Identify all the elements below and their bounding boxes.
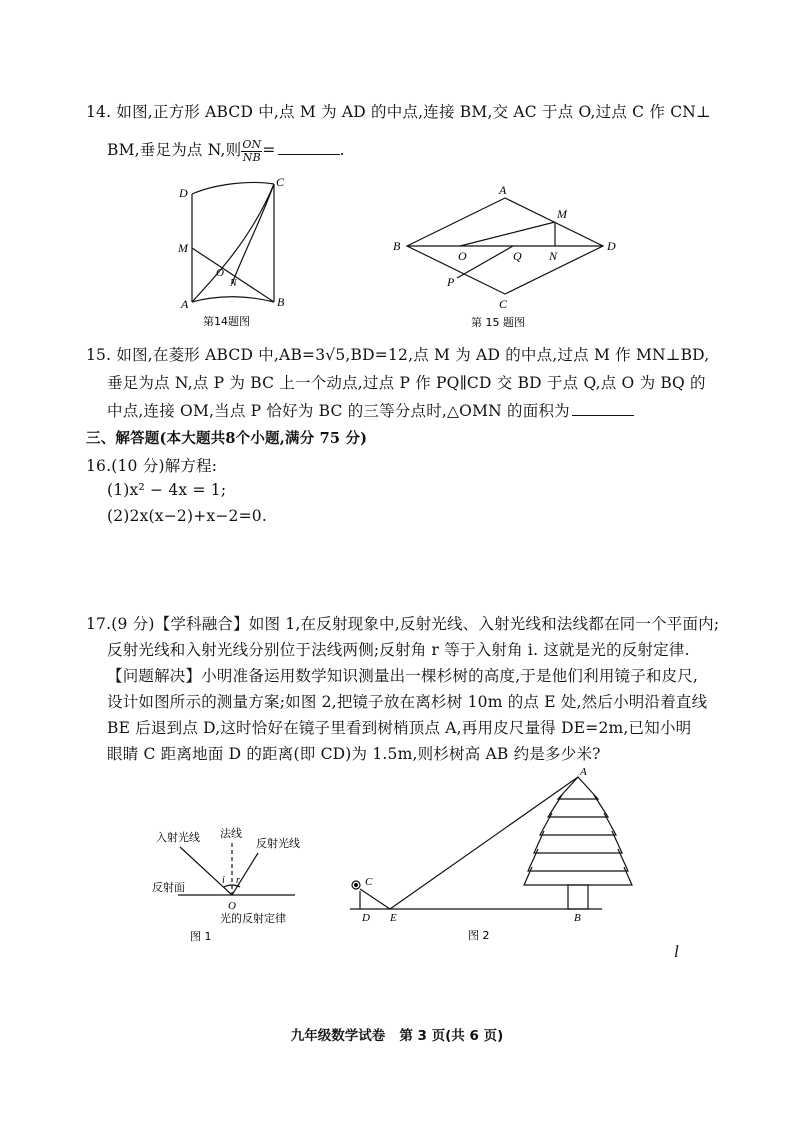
q17-line4: 设计如图所示的测量方案;如图 2,把镜子放在离杉树 10m 的点 E 处,然后小明沿着直线	[107, 693, 708, 711]
fig1-point-o: O	[228, 900, 236, 912]
fig14-line-bm	[192, 248, 274, 302]
figure-1-reflection-law	[150, 825, 310, 950]
fig14-label-d: D	[179, 186, 188, 200]
fig15-label-m: M	[557, 207, 567, 221]
fig2-label-a: A	[580, 766, 587, 778]
q17-line3: 【问题解决】小明准备运用数学知识测量出一棵杉树的高度,于是他们利用镜子和皮尺,	[107, 667, 699, 685]
fig15-label-b: B	[393, 239, 401, 253]
fig2-label-c: C	[365, 876, 373, 888]
q14-frac-num: ON	[242, 137, 262, 151]
figure-15	[385, 180, 645, 335]
fig14-edge-ab	[192, 297, 274, 302]
fig14-label-b: B	[277, 295, 285, 309]
stray-mark: l	[674, 942, 679, 961]
q17-line1: 17.(9 分)【学科融合】如图 1,在反射现象中,反射光线、入射光线和法线都在同一个平面内;	[86, 615, 720, 633]
fig14-edge-dc	[192, 182, 274, 194]
fig2-line-ce	[360, 889, 390, 909]
fig14-label-a: A	[181, 297, 189, 311]
q15-line1: 15. 如图,在菱形 ABCD 中,AB=3√5,BD=12,点 M 为 AD 的中点,过点 M 作 MN⊥BD,	[86, 346, 710, 364]
fig15-label-a: A	[499, 183, 507, 197]
q14-frac-den: NB	[242, 150, 261, 164]
fig2-tree-tier3	[540, 813, 616, 835]
fig2-label-e: E	[390, 912, 397, 924]
q14-text-b: =	[262, 141, 276, 159]
fig2-tree-tier2	[548, 795, 608, 817]
figure-14	[170, 172, 300, 332]
fig1-incident-label: 入射光线	[156, 831, 200, 844]
fig1-surface-label: 反射面	[152, 881, 185, 894]
fig14-caption: 第14题图	[203, 315, 250, 328]
fig1-caption: 图 1	[190, 930, 212, 943]
fig14-line-cn	[232, 184, 274, 284]
section3-heading: 三、解答题(本大题共8个小题,满分 75 分)	[86, 430, 368, 447]
fig2-tree-trunk	[568, 885, 588, 909]
fig14-label-m: M	[178, 241, 188, 255]
fig2-line-ea	[390, 777, 578, 909]
fig14-label-o: O	[216, 267, 224, 279]
fig15-label-c: C	[499, 297, 508, 311]
fig15-label-o: O	[458, 249, 467, 263]
fig14-label-c: C	[276, 175, 285, 189]
q15-answer-blank[interactable]	[572, 414, 634, 416]
figure-2-tree-measurement	[340, 765, 640, 955]
fig2-label-d: D	[362, 912, 370, 924]
q14-answer-blank[interactable]	[278, 153, 340, 155]
q17-line2: 反射光线和入射光线分别位于法线两侧;反射角 r 等于入射角 i. 这就是光的反射定律.	[107, 641, 690, 659]
fig2-tree-tier1	[558, 777, 598, 799]
fig1-angle-i: i	[222, 875, 225, 886]
fig15-segment-om	[460, 222, 555, 246]
fig15-label-n: N	[549, 249, 558, 263]
q14-line1: 14. 如图,正方形 ABCD 中,点 M 为 AD 的中点,连接 BM,交 AC 于点 O,过点 C 作 CN⊥	[86, 103, 711, 121]
page-footer: 九年级数学试卷 第 3 页(共 6 页)	[290, 1028, 504, 1044]
fig14-label-n: N	[230, 278, 237, 289]
q14-text-end: .	[339, 141, 345, 159]
fig15-label-d: D	[607, 239, 616, 253]
q15-line2: 垂足为点 N,点 P 为 BC 上一个动点,过点 P 作 PQ∥CD 交 BD 于点 Q,点 O 为 BQ 的	[107, 374, 706, 392]
q15-line3	[107, 399, 634, 421]
fig1-law-caption: 光的反射定律	[220, 912, 286, 925]
fig2-eye-pupil	[355, 884, 358, 887]
q17-line6: 眼睛 C 距离地面 D 的距离(即 CD)为 1.5m,则杉树高 AB 约是多少米?	[107, 745, 601, 763]
fig15-label-q: Q	[513, 249, 522, 263]
fig15-caption: 第 15 题图	[471, 316, 525, 329]
fig2-tree-tier6	[524, 867, 632, 885]
fig2-caption: 图 2	[468, 929, 490, 942]
fig15-label-p: P	[447, 275, 455, 289]
q17-line5: BE 后退到点 D,这时恰好在镜子里看到树梢顶点 A,再用皮尺量得 DE=2m,已知小明	[107, 719, 692, 737]
fig2-tree-tier5	[528, 849, 628, 871]
fig1-normal-label: 法线	[220, 827, 242, 840]
q16-title: 16.(10 分)解方程:	[86, 457, 218, 475]
q16-part2: (2)2x(x−2)+x−2=0.	[107, 507, 267, 525]
q14-text-a: BM,垂足为点 N,则	[107, 141, 242, 159]
fig2-label-b: B	[574, 912, 581, 924]
q14-line2	[107, 138, 345, 164]
fig1-reflected-label: 反射光线	[256, 837, 300, 850]
q15-line3-text: 中点,连接 OM,当点 P 恰好为 BC 的三等分点时,△OMN 的面积为	[107, 402, 570, 420]
fig2-tree-tier4	[534, 831, 622, 853]
fig1-reflected-ray	[232, 853, 258, 895]
fig1-incident-ray	[180, 847, 232, 895]
q16-part1: (1)x² − 4x = 1;	[107, 481, 227, 499]
q14-fraction	[241, 139, 262, 164]
fig1-angle-r: r	[236, 875, 240, 886]
